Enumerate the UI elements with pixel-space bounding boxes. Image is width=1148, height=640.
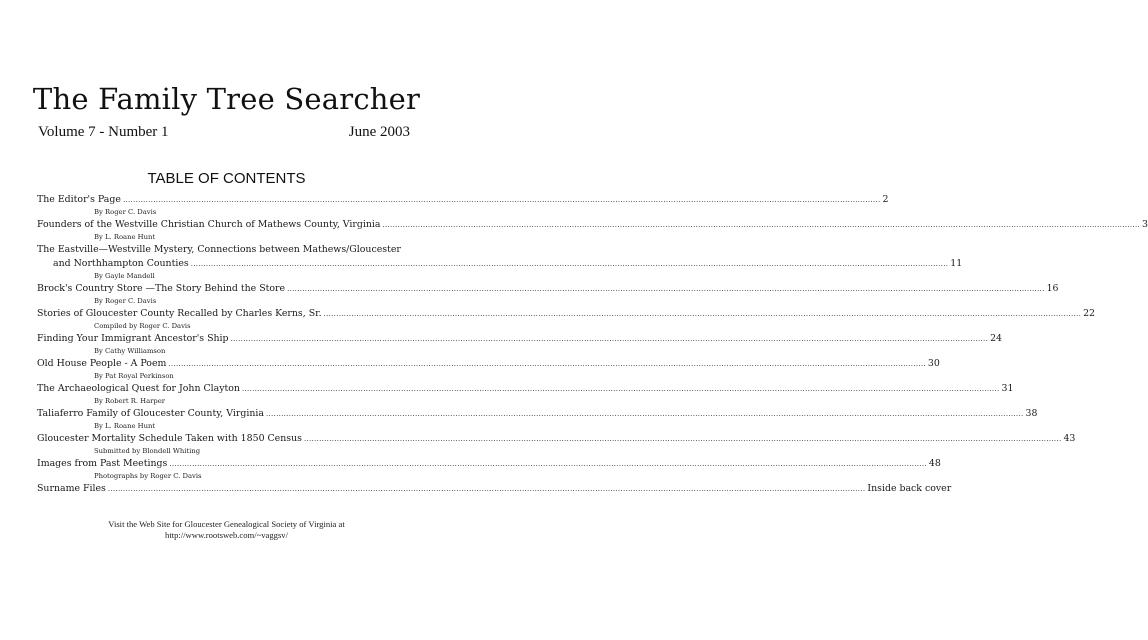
toc-entry-author: By Gayle Mandell — [94, 272, 155, 280]
toc-entry-title: Surname Files — [37, 483, 106, 494]
toc-entry-page: 30 — [927, 358, 940, 369]
toc-entry-title: The Editor's Page — [37, 194, 121, 205]
toc-entry-author: By L. Roane Hunt — [94, 422, 156, 430]
toc-entry-page: 16 — [1046, 283, 1059, 294]
table-of-contents — [37, 193, 1148, 496]
dot-leader: ............................................................................................................................................................................................................................................................................................................ — [169, 460, 927, 468]
toc-entry — [37, 457, 941, 471]
page-title: The Family Tree Searcher — [32, 82, 421, 116]
toc-entry-page: 2 — [882, 194, 889, 205]
dot-leader: ............................................................................................................................................................................................................................................................................................................ — [323, 310, 1082, 318]
dot-leader: ............................................................................................................................................................................................................................................................................................................ — [241, 385, 1000, 393]
toc-entry — [37, 307, 1096, 321]
toc-entry-page: 48 — [928, 458, 941, 469]
footer-url[interactable]: http://www.rootsweb.com/~vaggsv/ — [165, 530, 288, 540]
toc-entry-page: 11 — [950, 258, 963, 269]
toc-entry — [37, 243, 411, 257]
toc-entry-page: 22 — [1083, 308, 1096, 319]
toc-entry-continuation — [37, 257, 963, 271]
toc-entry-page: Inside back cover — [867, 483, 952, 494]
toc-entry-page: 24 — [990, 333, 1003, 344]
toc-entry-title: Gloucester Mortality Schedule Taken with 1850 Census — [37, 433, 302, 444]
toc-entry-author: By Pat Royal Perkinson — [94, 372, 174, 380]
toc-entry — [37, 193, 889, 207]
toc-entry — [37, 382, 1014, 396]
dot-leader: ............................................................................................................................................................................................................................................................................................................ — [168, 360, 926, 368]
toc-entry-author: By L. Roane Hunt — [94, 233, 156, 241]
dot-leader: ............................................................................................................................................................................................................................................................................................................ — [382, 221, 1141, 229]
toc-entry-page: 43 — [1063, 433, 1076, 444]
dot-leader: ............................................................................................................................................................................................................................................................................................................ — [190, 260, 949, 268]
volume-number: Volume 7 - Number 1 — [38, 124, 169, 140]
toc-entry-title: The Archaeological Quest for John Clayton — [37, 383, 240, 394]
toc-entry-title: Images from Past Meetings — [37, 458, 168, 469]
dot-leader: ............................................................................................................................................................................................................................................................................................................ — [303, 435, 1062, 443]
toc-entry — [37, 357, 940, 371]
toc-entry-title: Founders of the Westville Christian Church of Mathews County, Virginia — [37, 219, 381, 230]
toc-heading: TABLE OF CONTENTS — [147, 170, 306, 187]
dot-leader: ............................................................................................................................................................................................................................................................................................................ — [265, 410, 1024, 418]
toc-entry-author: Photographs by Roger C. Davis — [94, 472, 202, 480]
toc-entry-author: Submitted by Blondell Whiting — [94, 447, 201, 455]
toc-entry-title: Brock's Country Store —The Story Behind the Store — [37, 283, 286, 294]
toc-entry-title: Old House People - A Poem — [37, 358, 167, 369]
footer-text: Visit the Web Site for Gloucester Genealogical Society of Virginia at — [108, 519, 345, 529]
toc-entry-title: Taliaferro Family of Gloucester County, Virginia — [37, 408, 264, 419]
toc-entry-page: 38 — [1025, 408, 1038, 419]
footer — [0, 519, 453, 541]
toc-entry — [37, 482, 952, 496]
toc-entry-title: Finding Your Immigrant Ancestor's Ship — [37, 333, 229, 344]
toc-entry — [37, 332, 1003, 346]
toc-entry-author: By Robert R. Harper — [94, 397, 166, 405]
dot-leader: ............................................................................................................................................................................................................................................................................................................ — [230, 335, 989, 343]
toc-entry-title: Stories of Gloucester County Recalled by Charles Kerns, Sr. — [37, 308, 322, 319]
toc-entry-author: Compiled by Roger C. Davis — [94, 322, 191, 330]
toc-entry-page: 31 — [1001, 383, 1014, 394]
toc-entry — [37, 407, 1038, 421]
toc-entry-author: By Roger C. Davis — [94, 208, 157, 216]
toc-entry — [37, 218, 1148, 232]
toc-entry — [37, 282, 1059, 296]
toc-entry-page: 3 — [1142, 219, 1148, 230]
issue-date: June 2003 — [348, 124, 410, 140]
dot-leader: ............................................................................................................................................................................................................................................................................................................ — [107, 485, 866, 493]
toc-entry-title: The Eastville—Westville Mystery, Connections between Mathews/Gloucester — [37, 244, 401, 255]
toc-entry-author: By Roger C. Davis — [94, 297, 157, 305]
issue-line — [38, 124, 410, 141]
toc-entry-author: By Cathy Williamson — [94, 347, 166, 355]
dot-leader: ............................................................................................................................................................................................................................................................................................................ — [122, 196, 881, 204]
dot-leader: ............................................................................................................................................................................................................................................................................................................ — [287, 285, 1045, 293]
toc-entry-title-continued: and Northhampton Counties — [53, 258, 189, 269]
toc-entry — [37, 432, 1076, 446]
